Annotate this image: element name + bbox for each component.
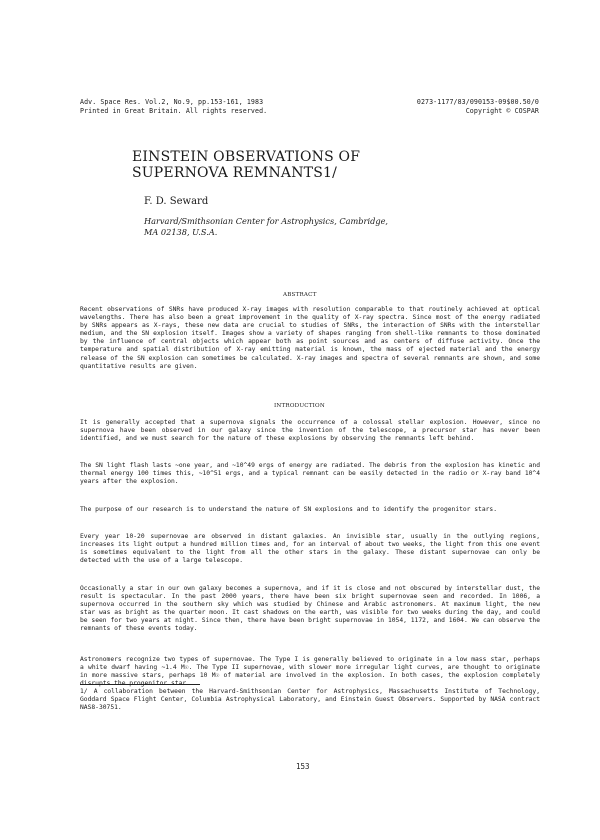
intro-paragraph-6: Astronomers recognize two types of supernovae. The Type I is generally believed to originate in a low mass star, perhaps a white dwarf having ~1.4 M☉. The Type II supernovae, with slower more irregular light curves, are thought to originate in more massive stars, perhaps 10 M☉ of material are involved in the explosion. In both cases, the explosion completely disrupts the progenitor star.	[80, 656, 540, 688]
footnote-divider	[80, 684, 200, 685]
intro-paragraph-2: The SN light flash lasts ~one year, and ~10^49 ergs of energy are radiated. The debris from the explosion has kinetic and thermal energy 100 times this, ~10^51 ergs, and a typical remnant can be easily detected in the radio or X-ray band 10^4 years after the explosion.	[80, 462, 540, 486]
introduction-heading: INTRODUCTION	[274, 403, 325, 409]
title-line-1: EINSTEIN OBSERVATIONS OF	[132, 149, 361, 165]
title-line-2: SUPERNOVA REMNANTS1/	[132, 165, 338, 181]
affiliation-line-1: Harvard/Smithsonian Center for Astrophysics, Cambridge,	[144, 216, 389, 226]
abstract-text: Recent observations of SNRs have produced X-ray images with resolution comparable to that routinely achieved at optical wavelengths. There has also been a great improvement in the quality of X-ray spectra. Since most of the energy radiated by SNRs appears as X-rays, these new data are crucial to studies of SNRs, the interaction of SNRs with the interstellar medium, and the SN explosion itself. Images show a variety of shapes ranging from shell-like remnants to those dominated by the influence of central objects which appear both as point sources and as centers of diffuse activity. Once the temperature and spatial distribution of X-ray emitting material is known, the mass of ejected material and the energy release of the SN explosion can sometimes be calculated. X-ray images and spectra of several remnants are shown, and some quantitative results are given.	[80, 306, 540, 370]
article-code: 0273-1177/83/090153-09$00.50/0	[416, 98, 539, 106]
journal-header	[80, 98, 267, 115]
intro-paragraph-3: The purpose of our research is to understand the nature of SN explosions and to identify the progenitor stars.	[80, 506, 498, 513]
footnote-text: 1/ A collaboration between the Harvard-Smithsonian Center for Astrophysics, Massachusetts Institute of Technology, Goddard Space Flight Center, Columbia Astrophysical Laboratory, and Einstein Guest Observers. Supported by NASA contract NAS8-30751.	[80, 688, 540, 712]
intro-paragraph-5: Occasionally a star in our own galaxy becomes a supernova, and if it is close and not obscured by interstellar dust, the result is spectacular. In the past 2000 years, there have been six bright supernovae seen and recorded. In 1006, a supernova occurred in the southern sky which was studied by Chinese and Arabic astronomers. At maximum light, the new star was as bright as the quarter moon. It cast shadows on the earth, was visible for two weeks during the day, and could be seen for two years at night. Since then, there have been bright supernovae in 1054, 1172, and 1604. We can observe the remnants of these events today.	[80, 585, 540, 633]
page-number: 153	[296, 762, 310, 771]
author-affiliation	[144, 216, 444, 238]
author-name: F. D. Seward	[144, 196, 209, 207]
paper-title	[132, 149, 532, 181]
copyright-header	[411, 98, 539, 115]
intro-paragraph-1: It is generally accepted that a supernova signals the occurrence of a colossal stellar explosion. However, since no supernova have been observed in our galaxy since the invention of the telescope, a precursor star has never been identified, and we must search for the nature of these explosions by observing the remnants left behind.	[80, 419, 540, 443]
intro-paragraph-4: Every year 10-20 supernovae are observed in distant galaxies. An invisible star, usually in the outlying regions, increases its light output a hundred million times and, for an interval of about two weeks, the light from this one event is sometimes equivalent to the light from all the other stars in the galaxy. These distant supernovae can only be detected with the use of a large telescope.	[80, 533, 540, 565]
journal-citation: Adv. Space Res. Vol.2, No.9, pp.153-161, 1983	[80, 98, 264, 106]
abstract-heading: ABSTRACT	[283, 292, 317, 298]
affiliation-line-2: MA 02138, U.S.A.	[144, 227, 218, 237]
printed-notice: Printed in Great Britain. All rights reserved.	[80, 106, 268, 115]
copyright-notice: Copyright © COSPAR	[465, 106, 539, 115]
